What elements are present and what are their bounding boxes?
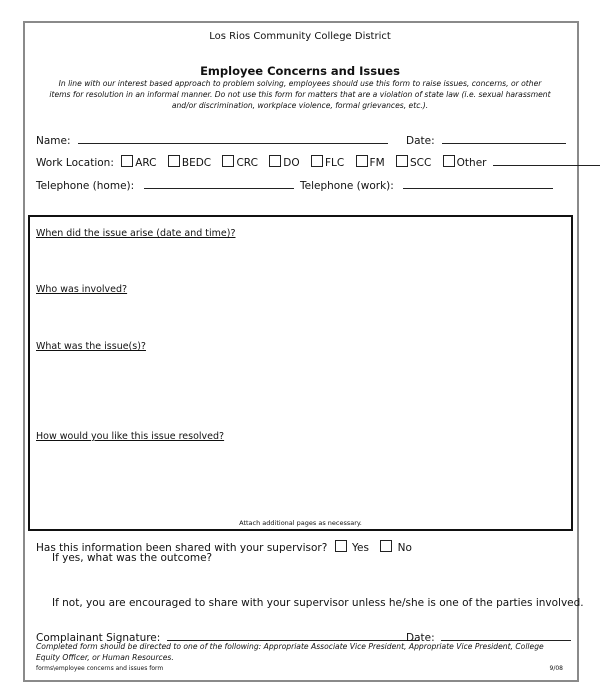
name-row [36,133,388,147]
name-label: Name: [36,135,71,147]
if-not-text: If not, you are encouraged to share with your supervisor unless he/she is one of the parties involved. [52,597,584,609]
footer-path: forms\employee concerns and issues form [36,665,164,672]
work-location-label: Work Location: [36,157,114,169]
date-label: Date: [406,135,435,147]
checkbox[interactable] [168,155,180,167]
checkbox[interactable] [269,155,281,167]
location-crc[interactable]: CRC [222,157,257,169]
question-who: Who was involved? [36,284,128,295]
supervisor-yes[interactable]: Yes [335,542,369,554]
district-name: Los Rios Community College District [209,31,391,42]
signature-date-label: Date: [406,632,435,644]
signature-label: Complainant Signature: [36,632,161,644]
question-resolution: How would you like this issue resolved? [36,431,225,442]
phone-home-row [36,178,294,192]
submission-note: Completed form should be directed to one of the following: Appropriate Associate Vice President, Appropriate Vice President, College Equity Officer, or Human Resources. [36,642,544,662]
question-when: When did the issue arise (date and time)? [36,228,236,239]
location-bedc[interactable]: BEDC [168,157,211,169]
location-arc[interactable]: ARC [121,157,156,169]
work-location-row [36,155,600,169]
date-input[interactable] [442,133,566,144]
phone-work-label: Telephone (work): [300,180,394,192]
checkbox[interactable] [356,155,368,167]
checkbox[interactable] [396,155,408,167]
date-row [406,133,566,147]
checkbox[interactable] [121,155,133,167]
intro-text: In line with our interest based approach to problem solving, employees should use this form to raise issues, concerns, or other items for resolution in an informal manner. Do not use this form for matters that are a violation of state law (i.e. sexual harassment and/or discrimination, workplace violence, formal grievances, etc.). [49,79,551,110]
footer-version: 9/08 [549,665,563,672]
checkbox[interactable] [222,155,234,167]
phone-home-label: Telephone (home): [36,180,135,192]
phone-work-row [300,178,553,192]
supervisor-no[interactable]: No [380,542,412,554]
attach-note: Attach additional pages as necessary. [239,519,362,527]
signature-input[interactable] [167,630,419,641]
signature-date-input[interactable] [441,630,571,641]
supervisor-question: Has this information been shared with your supervisor? [36,542,328,554]
phone-home-input[interactable] [144,178,294,189]
checkbox[interactable] [335,540,347,552]
location-other[interactable]: Other [443,157,487,169]
form-title: Employee Concerns and Issues [200,64,400,78]
other-location-input[interactable] [493,155,600,166]
issue-details-box[interactable] [28,215,573,531]
name-input[interactable] [78,133,388,144]
checkbox[interactable] [380,540,392,552]
checkbox[interactable] [443,155,455,167]
location-do[interactable]: DO [269,157,299,169]
location-flc[interactable]: FLC [311,157,344,169]
if-yes-text: If yes, what was the outcome? [52,552,213,564]
location-fm[interactable]: FM [356,157,385,169]
checkbox[interactable] [311,155,323,167]
phone-work-input[interactable] [403,178,553,189]
question-what: What was the issue(s)? [36,341,146,352]
location-scc[interactable]: SCC [396,157,431,169]
